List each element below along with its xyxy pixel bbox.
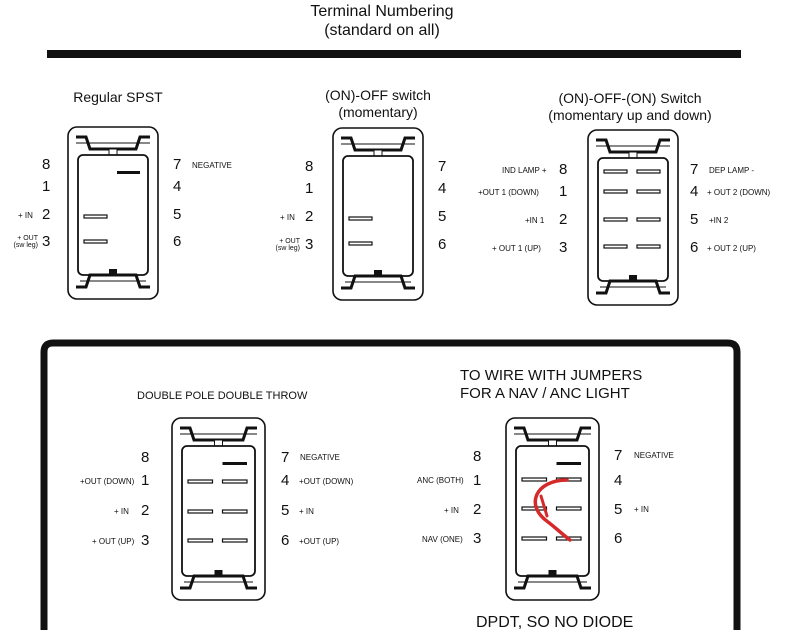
dpdt-pin-6: 6 bbox=[281, 532, 290, 549]
spst-switch-terminal bbox=[84, 240, 107, 243]
jumper-switch bbox=[506, 418, 599, 600]
spst-pin-5: 5 bbox=[173, 206, 182, 223]
page-title-line1: Terminal Numbering bbox=[310, 3, 454, 20]
spst-pin-4: 4 bbox=[173, 178, 182, 195]
jumper-in-left-label: + IN bbox=[444, 506, 459, 515]
on-off-on-pin-6: 6 bbox=[690, 239, 699, 256]
dpdt-pin-1: 1 bbox=[141, 472, 150, 489]
out2-down-label: + OUT 2 (DOWN) bbox=[707, 188, 771, 197]
jumper-pin-7: 7 bbox=[614, 447, 623, 464]
spst-switch-lamp-terminal bbox=[117, 171, 140, 174]
dpdt-out-up-right-label: +OUT (UP) bbox=[299, 537, 340, 546]
spst-switch-terminal bbox=[84, 215, 107, 218]
on-off-on-pin-2: 2 bbox=[559, 211, 568, 228]
dpdt-title: DOUBLE POLE DOUBLE THROW bbox=[137, 390, 308, 402]
on-off-pin-5: 5 bbox=[438, 208, 447, 225]
dpdt-switch-bottom-tab bbox=[215, 570, 223, 575]
in1-label: +IN 1 bbox=[525, 216, 545, 225]
on-off-on-title-line2: (momentary up and down) bbox=[548, 107, 712, 123]
dpdt-pin-2: 2 bbox=[141, 502, 150, 519]
on-off-switch-bottom-tab bbox=[374, 270, 382, 275]
dpdt-negative-label: NEGATIVE bbox=[300, 453, 340, 462]
dep-lamp-label: DEP LAMP - bbox=[709, 166, 755, 175]
on-off-on-switch-terminal bbox=[637, 245, 660, 248]
on-off-on-pin-4: 4 bbox=[690, 183, 699, 200]
dpdt-out-up-left-label: + OUT (UP) bbox=[92, 537, 135, 546]
on-off-on-pin-7: 7 bbox=[690, 161, 699, 178]
spst-out-label-line2: (sw leg) bbox=[13, 242, 38, 249]
jumper-pin-8: 8 bbox=[473, 448, 482, 465]
spst-switch bbox=[68, 127, 158, 299]
on-off-on-switch bbox=[588, 130, 678, 305]
on-off-on-pin-1: 1 bbox=[559, 183, 568, 200]
dpdt-in-right-label: + IN bbox=[299, 507, 314, 516]
dpdt-switch bbox=[172, 418, 265, 600]
jumper-switch-terminal bbox=[522, 537, 547, 540]
spst-switch-bottom-tab bbox=[109, 269, 117, 274]
jumper-title-line1: TO WIRE WITH JUMPERS bbox=[460, 367, 643, 384]
jumper-switch-lamp-terminal bbox=[557, 462, 582, 465]
on-off-on-switch-terminal bbox=[604, 170, 627, 173]
dpdt-switch-terminal bbox=[223, 480, 248, 483]
jumper-switch-bottom-tab bbox=[549, 570, 557, 575]
on-off-pin-7: 7 bbox=[438, 158, 447, 175]
jumper-pin-1: 1 bbox=[473, 472, 482, 489]
dpdt-switch-terminal bbox=[223, 539, 248, 542]
on-off-on-switch-terminal bbox=[604, 218, 627, 221]
ind-lamp-label: IND LAMP + bbox=[502, 166, 547, 175]
on-off-pin-4: 4 bbox=[438, 180, 447, 197]
jumper-pin-4: 4 bbox=[614, 472, 623, 489]
dpdt-switch-lamp-terminal bbox=[223, 462, 248, 465]
dpdt-pin-3: 3 bbox=[141, 532, 150, 549]
spst-out-label-line1: + OUT bbox=[17, 235, 38, 242]
on-off-on-switch-terminal bbox=[604, 245, 627, 248]
on-off-switch bbox=[333, 128, 423, 300]
jumper-pin-6: 6 bbox=[614, 530, 623, 547]
dpdt-pin-7: 7 bbox=[281, 449, 290, 466]
jumper-switch-terminal bbox=[557, 507, 582, 510]
on-off-switch-terminal bbox=[349, 217, 372, 220]
jumper-footer: DPDT, SO NO DIODE bbox=[476, 614, 634, 631]
jumper-switch-terminal bbox=[522, 507, 547, 510]
on-off-out-label-line1: + OUT bbox=[279, 238, 300, 245]
on-off-switch-body bbox=[343, 156, 413, 276]
on-off-in-label: + IN bbox=[280, 213, 295, 222]
dpdt-in-left-label: + IN bbox=[114, 507, 129, 516]
jumper-pin-2: 2 bbox=[473, 501, 482, 518]
spst-pin-7: 7 bbox=[173, 156, 182, 173]
jumper-in-right-label: + IN bbox=[634, 505, 649, 514]
on-off-on-switch-terminal bbox=[637, 218, 660, 221]
on-off-on-switch-bottom-tab bbox=[629, 275, 637, 280]
spst-pin-8: 8 bbox=[42, 156, 51, 173]
anc-both-label: ANC (BOTH) bbox=[417, 476, 464, 485]
on-off-pin-3: 3 bbox=[305, 236, 314, 253]
dpdt-pin-5: 5 bbox=[281, 502, 290, 519]
page-title-line2: (standard on all) bbox=[324, 22, 440, 39]
on-off-pin-8: 8 bbox=[305, 158, 314, 175]
on-off-on-pin-3: 3 bbox=[559, 239, 568, 256]
nav-one-label: NAV (ONE) bbox=[422, 535, 463, 544]
dpdt-pin-4: 4 bbox=[281, 472, 290, 489]
dpdt-out-down-left-label: +OUT (DOWN) bbox=[80, 477, 135, 486]
out2-up-label: + OUT 2 (UP) bbox=[707, 244, 756, 253]
spst-negative-label: NEGATIVE bbox=[192, 161, 232, 170]
dpdt-pin-8: 8 bbox=[141, 449, 150, 466]
dpdt-out-down-right-label: +OUT (DOWN) bbox=[299, 477, 354, 486]
on-off-pin-6: 6 bbox=[438, 236, 447, 253]
jumper-title-line2: FOR A NAV / ANC LIGHT bbox=[460, 385, 630, 402]
on-off-pin-2: 2 bbox=[305, 208, 314, 225]
on-off-on-pin-5: 5 bbox=[690, 211, 699, 228]
out1-down-label: +OUT 1 (DOWN) bbox=[478, 188, 539, 197]
on-off-title-line2: (momentary) bbox=[338, 104, 418, 120]
on-off-on-switch-terminal bbox=[637, 190, 660, 193]
on-off-pin-1: 1 bbox=[305, 180, 314, 197]
jumper-switch-terminal bbox=[522, 478, 547, 481]
on-off-on-switch-terminal bbox=[604, 190, 627, 193]
dpdt-switch-terminal bbox=[188, 480, 213, 483]
spst-pin-2: 2 bbox=[42, 206, 51, 223]
spst-pin-3: 3 bbox=[42, 233, 51, 250]
on-off-title-line1: (ON)-OFF switch bbox=[325, 87, 431, 103]
bottom-panel-frame bbox=[44, 343, 737, 630]
on-off-out-label-line2: (sw leg) bbox=[275, 245, 300, 252]
spst-in-label: + IN bbox=[18, 211, 33, 220]
jumper-switch-body bbox=[516, 446, 589, 576]
jumper-negative-label: NEGATIVE bbox=[634, 451, 674, 460]
in2-label: +IN 2 bbox=[709, 216, 729, 225]
on-off-on-pin-8: 8 bbox=[559, 161, 568, 178]
jumper-pin-3: 3 bbox=[473, 530, 482, 547]
on-off-on-switch-terminal bbox=[637, 170, 660, 173]
spst-pin-1: 1 bbox=[42, 178, 51, 195]
dpdt-switch-terminal bbox=[223, 510, 248, 513]
jumper-pin-5: 5 bbox=[614, 501, 623, 518]
dpdt-switch-terminal bbox=[188, 539, 213, 542]
on-off-on-title-line1: (ON)-OFF-(ON) Switch bbox=[558, 90, 702, 106]
out1-up-label: + OUT 1 (UP) bbox=[492, 244, 541, 253]
on-off-switch-terminal bbox=[349, 242, 372, 245]
dpdt-switch-terminal bbox=[188, 510, 213, 513]
spst-title: Regular SPST bbox=[73, 89, 163, 105]
spst-pin-6: 6 bbox=[173, 233, 182, 250]
